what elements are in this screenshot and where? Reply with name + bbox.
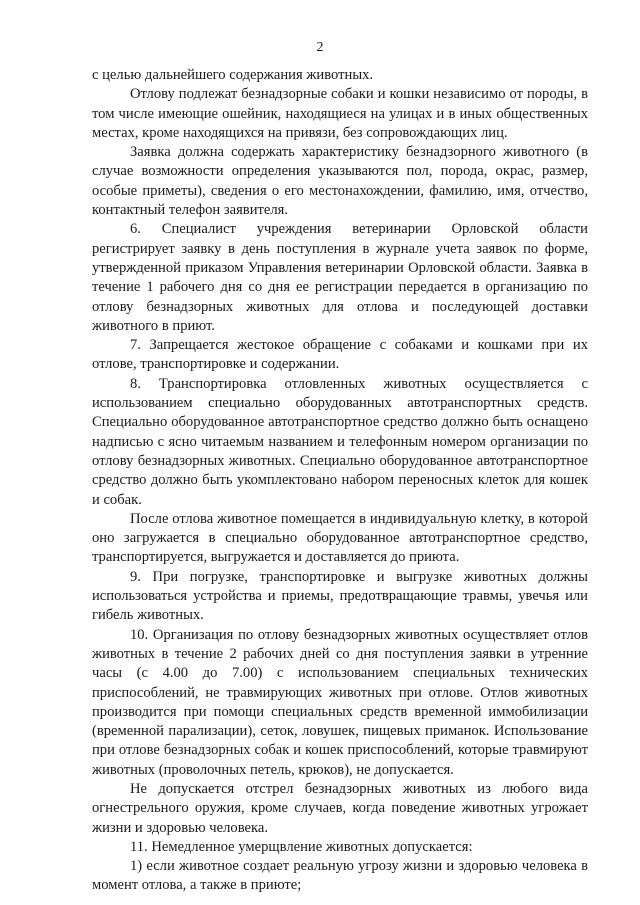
paragraph-item-11-sub-1: 1) если животное создает реальную угрозу жизни и здоровью человека в момент отлова, а также в приюте; xyxy=(92,858,588,894)
paragraph-continuation: с целью дальнейшего содержания животных. xyxy=(92,67,374,83)
paragraph-item-11: 11. Немедленное умерщвление животных допускается: xyxy=(130,838,473,855)
paragraph-item-6: 6. Специалист учреждения ветеринарии Орловской области регистрирует заявку в день поступления в журнале учета заявок по форме, утвержденной приказом Управления ветеринарии Орловской области. Заявка в течение 1 рабочего дня со дня ее регистрации передается в организацию по отлову безнадзорных животных для отлова и последующей доставки животного в приют. xyxy=(92,221,588,334)
paragraph-capture-subjects: Отлову подлежат безнадзорные собаки и кошки независимо от породы, в том числе имеющие ошейник, находящиеся на улицах и в иных общественных местах, кроме находящихся на привязи, без сопровождающих лиц. xyxy=(92,86,588,141)
paragraph-item-9: 9. При погрузке, транспортировке и выгрузке животных должны использоваться устройства и приемы, предотвращающие травмы, увечья или гибель животных. xyxy=(92,568,588,624)
paragraph-item-7: 7. Запрещается жестокое обращение с собаками и кошками при их отлове, транспортировке и содержании. xyxy=(92,337,588,373)
document-body xyxy=(92,66,588,896)
paragraph-item-8: 8. Транспортировка отловленных животных осуществляется с использованием специально оборудованных автотранспортных средств. Специально оборудованное автотранспортное средство должно быть оснащено надписью с ясно читаемым названием и телефонным номером организации по отлову безнадзорных животных. Специально оборудованное автотранспортное средство должно быть укомплектовано набором переносных клеток для кошек и собак. xyxy=(92,375,588,508)
paragraph-shooting-prohibited: Не допускается отстрел безнадзорных животных из любого вида огнестрельного оружия, кроме случаев, когда поведение животных угрожает жизни и здоровью человека. xyxy=(92,780,588,836)
paragraph-after-capture: После отлова животное помещается в индивидуальную клетку, в которой оно загружается в специально оборудованное автотранспортное средство, транспортируется, выгружается и доставляется до приюта. xyxy=(92,510,588,566)
paragraph-item-10: 10. Организация по отлову безнадзорных животных осуществляет отлов животных в течение 2 рабочих дней со дня поступления заявки в утренние часы (с 4.00 до 7.00) с использованием специальных технических приспособлений, не травмирующих животных при отлове. Отлов животных производится при помощи специальных средств временной иммобилизации (временной парализации), сеток, ловушек, пищевых приманок. Использование при отлове безнадзорных собак и кошек приспособлений, которые травмируют животных (проволочных петель, крюков), не допускается. xyxy=(92,626,588,778)
page-number: 2 xyxy=(316,40,324,55)
paragraph-request-contents: Заявка должна содержать характеристику безнадзорного животного (в случае возможности определения указываются пол, порода, окрас, размер, особые приметы), сведения о его местонахождении, фамилию, имя, отчество, контактный телефон заявителя. xyxy=(92,144,588,219)
